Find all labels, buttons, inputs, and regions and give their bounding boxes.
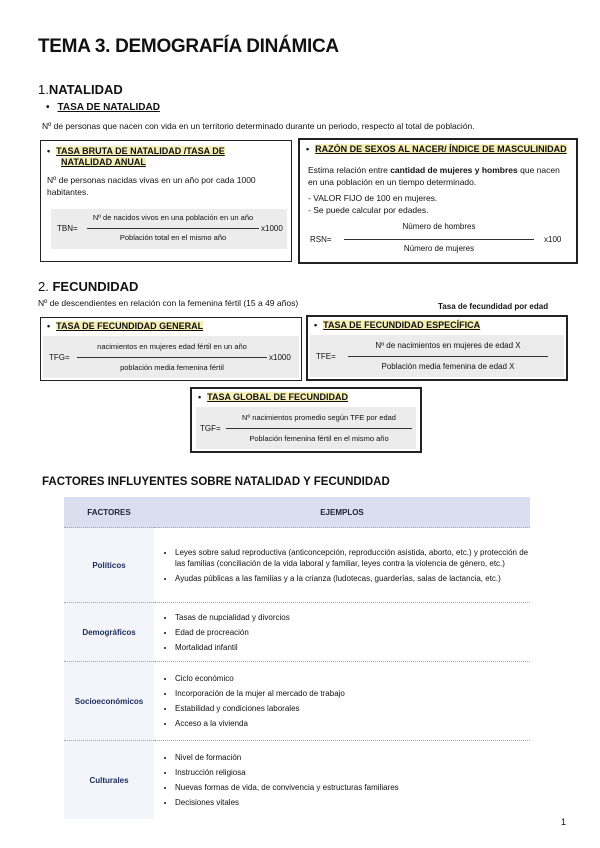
section-number: 2. xyxy=(38,279,49,294)
rsn-box xyxy=(298,138,578,264)
tfe-label: TFE= xyxy=(316,352,336,361)
list-item: • Estabilidad y condiciones laborales xyxy=(175,703,529,714)
list-item: • Nuevas formas de vida, de convivencia y estructuras familiares xyxy=(175,782,529,793)
tfg-label: TFG= xyxy=(49,353,70,362)
tbn-label: TBN= xyxy=(57,224,78,233)
rsn-numerator: Número de hombres xyxy=(402,222,476,231)
tbn-formula xyxy=(51,209,287,249)
tfe-fraction-line xyxy=(348,356,548,357)
page-title: TEMA 3. DEMOGRAFÍA DINÁMICA xyxy=(38,36,339,57)
factores-table xyxy=(64,497,530,819)
col-ejemplos-header: EJEMPLOS xyxy=(154,497,530,528)
table-row xyxy=(64,603,530,662)
tfe-title: • TASA DE FECUNDIDAD ESPECÍFICA xyxy=(314,320,481,330)
tfe-box xyxy=(306,315,568,381)
factores-heading: FACTORES INFLUYENTES SOBRE NATALIDAD Y FECUNDIDAD xyxy=(42,476,390,488)
rsn-desc-pre: Estima relación entre xyxy=(308,165,391,175)
tbn-fraction-line xyxy=(87,228,259,229)
tfe-formula xyxy=(310,335,564,377)
rsn-title: • RAZÓN DE SEXOS AL NACER/ ÍNDICE DE MASCULINIDAD xyxy=(306,144,567,154)
section-title: NATALIDAD xyxy=(48,82,123,97)
factor-examples xyxy=(154,662,530,741)
tgf-numerator: Nº nacimientos promedio según TFE por edad xyxy=(242,413,396,422)
tgf-fraction-line xyxy=(226,428,412,429)
tfg-box xyxy=(40,317,302,381)
section-title: FECUNDIDAD xyxy=(52,279,139,294)
tbn-title-line1: TASA BRUTA DE NATALIDAD /TASA DE xyxy=(56,146,225,156)
tbn-numerator: Nº de nacidos vivos en una población en un año xyxy=(92,213,254,222)
list-item: • Incorporación de la mujer al mercado de trabajo xyxy=(175,688,529,699)
tfg-title: • TASA DE FECUNDIDAD GENERAL xyxy=(47,321,204,331)
tgf-denominator: Población femenina fértil en el mismo año xyxy=(249,434,389,443)
tbn-title-line2: NATALIDAD ANUAL xyxy=(61,157,146,167)
rsn-desc-bold: cantidad de mujeres y hombres xyxy=(390,165,518,175)
tbn-description: Nº de personas nacidas vivas en un año por cada 1000 habitantes. xyxy=(47,175,256,197)
tfe-title-text: TASA DE FECUNDIDAD ESPECÍFICA xyxy=(323,320,481,330)
list-item: • Tasas de nupcialidad y divorcios xyxy=(175,612,529,623)
tgf-title-text: TASA GLOBAL DE FECUNDIDAD xyxy=(207,392,348,402)
natalidad-definition: Nº de personas que nacen con vida en un territorio determinado durante un periodo, respecto al total de población. xyxy=(42,121,475,131)
section-fecundidad-heading xyxy=(38,279,138,294)
factor-examples xyxy=(154,528,530,603)
tfg-denominator: población media femenina fértil xyxy=(120,363,224,372)
tgf-formula xyxy=(196,407,416,449)
factor-category-culturales: Culturales xyxy=(64,741,154,820)
tgf-label: TGF= xyxy=(200,424,221,433)
section-number: 1. xyxy=(38,82,49,97)
factor-examples xyxy=(154,603,530,662)
factor-category-socioeconomicos: Socioeconómicos xyxy=(64,662,154,741)
rsn-note-2: - Se puede calcular por edades. xyxy=(308,205,429,215)
list-item: • Acceso a la vivienda xyxy=(175,718,529,729)
fecundidad-edad-label: Tasa de fecundidad por edad xyxy=(438,302,549,311)
tfg-title-text: TASA DE FECUNDIDAD GENERAL xyxy=(56,321,204,331)
fecundidad-definition: Nº de descendientes en relación con la femenina fértil (15 a 49 años) xyxy=(38,298,299,308)
table-row xyxy=(64,528,530,603)
section-natalidad-heading xyxy=(38,82,123,97)
list-item: • Decisiones vitales xyxy=(175,797,529,808)
tbn-denominator: Población total en el mismo año xyxy=(119,233,227,242)
tbn-box xyxy=(40,140,292,262)
col-factores-header: FACTORES xyxy=(64,497,154,528)
tbn-factor: x1000 xyxy=(261,224,283,233)
list-item: • Ciclo económico xyxy=(175,673,529,684)
factor-category-politicos: Políticos xyxy=(64,528,154,603)
rsn-formula xyxy=(304,220,572,258)
tfe-numerator: Nº de nacimientos en mujeres de edad X xyxy=(375,341,521,350)
table-header-row xyxy=(64,497,530,528)
rsn-fraction-line xyxy=(344,239,534,240)
rsn-description xyxy=(308,164,570,188)
list-item: • Edad de procreación xyxy=(175,627,529,638)
list-item: • Leyes sobre salud reproductiva (anticoncepción, reproducción asistida, aborto, etc.) y protección de las familias (conciliación de la vida laboral y familiar, leyes contra la violencia de género, etc.) xyxy=(175,547,529,569)
list-item: • Ayudas públicas a las familias y a la crianza (ludotecas, guarderías, salas de lactancia, etc.) xyxy=(175,573,529,584)
rsn-label: RSN= xyxy=(310,235,332,244)
tgf-title: • TASA GLOBAL DE FECUNDIDAD xyxy=(198,392,348,402)
list-item: • Nivel de formación xyxy=(175,752,529,763)
rsn-title-text: RAZÓN DE SEXOS AL NACER/ ÍNDICE DE MASCULINIDAD xyxy=(315,144,567,154)
tgf-box xyxy=(190,387,422,453)
factor-category-demograficos: Demográficos xyxy=(64,603,154,662)
list-item: • Instrucción religiosa xyxy=(175,767,529,778)
factor-examples xyxy=(154,741,530,820)
rsn-factor: x100 xyxy=(544,235,562,244)
table-row xyxy=(64,662,530,741)
tfg-formula xyxy=(43,336,299,378)
tbn-title: • TASA BRUTA DE NATALIDAD /TASA DE NATALIDAD ANUAL xyxy=(47,146,225,167)
tfg-fraction-line xyxy=(77,357,267,358)
rsn-denominator: Número de mujeres xyxy=(403,244,475,253)
bullet-tasa-natalidad: • TASA DE NATALIDAD xyxy=(46,102,160,113)
rsn-desc-post: que nacen en una población en un tiempo determinado. xyxy=(308,165,560,187)
table-row xyxy=(64,741,530,820)
tfe-denominator: Población media femenina de edad X xyxy=(381,362,515,371)
tfg-numerator: nacimientos en mujeres edad fértil en un año xyxy=(97,342,247,351)
list-item: • Mortalidad infantil xyxy=(175,642,529,653)
rsn-note-1: - VALOR FIJO de 100 en mujeres. xyxy=(308,193,438,203)
tfg-factor: x1000 xyxy=(269,353,291,362)
page-number: 1 xyxy=(560,817,566,827)
